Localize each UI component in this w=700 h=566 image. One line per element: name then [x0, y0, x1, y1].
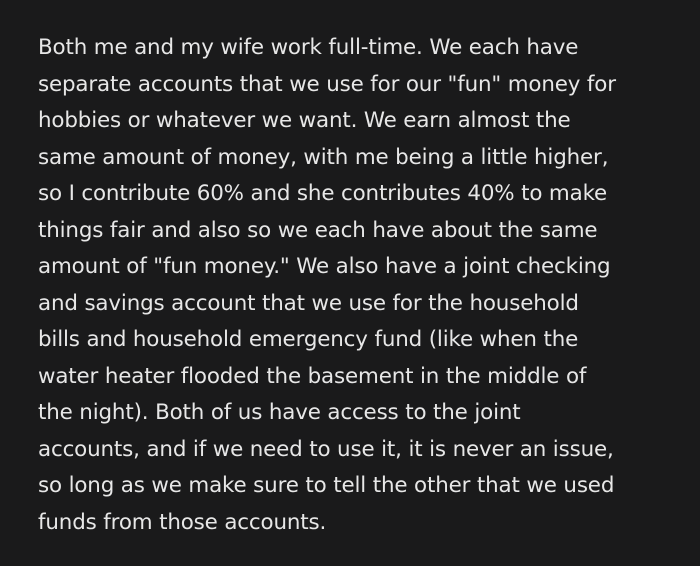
text-line-2: separate accounts that we use for our "fun" money for: [38, 71, 616, 97]
text-line-13: so long as we make sure to tell the other that we used: [38, 473, 615, 498]
text-line-4: same amount of money, with me being a little higher,: [38, 144, 609, 170]
text-line-6: things fair and also so we each have about the same: [38, 217, 598, 243]
text-line-9: bills and household emergency fund (like when the: [38, 327, 579, 352]
text-line-3: hobbies or whatever we want. We earn almost the: [38, 108, 571, 133]
text-line-12: accounts, and if we need to use it, it is never an issue,: [38, 436, 614, 462]
post-text: [38, 30, 680, 541]
text-line-10: water heater flooded the basement in the middle of: [38, 363, 587, 389]
text-line-7: amount of "fun money." We also have a joint checking: [38, 254, 611, 279]
text-line-8: and savings account that we use for the household: [38, 290, 579, 316]
text-line-5: so I contribute 60% and she contributes 40% to make: [38, 181, 608, 206]
text-line-1: Both me and my wife work full-time. We each have: [38, 35, 579, 60]
text-line-11: the night). Both of us have access to the joint: [38, 400, 521, 425]
text-line-14: funds from those accounts.: [38, 509, 327, 535]
